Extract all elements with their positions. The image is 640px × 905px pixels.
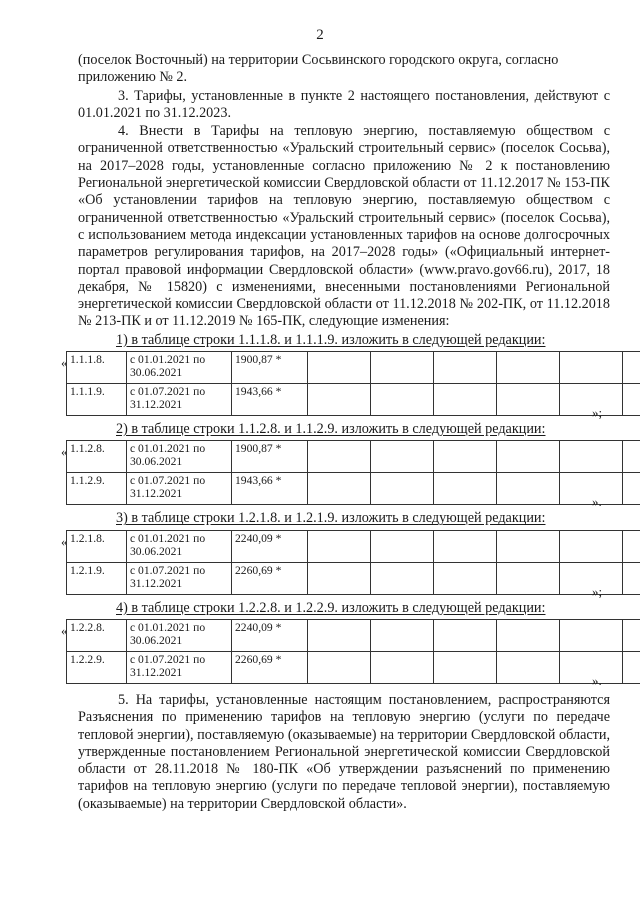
close-quote: ». <box>592 672 602 688</box>
row-code: 1.2.2.8. <box>67 619 127 651</box>
table-row <box>67 473 640 505</box>
item-1-heading: 1) в таблице строки 1.1.1.8. и 1.1.1.9. изложить в следующей редакции: <box>116 331 546 348</box>
empty-cell <box>371 441 434 473</box>
item-3-heading: 3) в таблице строки 1.2.1.8. и 1.2.1.9. изложить в следующей редакции: <box>116 510 546 527</box>
empty-cell <box>560 651 623 683</box>
empty-cell <box>371 651 434 683</box>
empty-cell <box>623 651 640 683</box>
row-code: 1.1.2.9. <box>67 473 127 505</box>
item-1-table-block <box>61 351 610 421</box>
item-4-heading: 4) в таблице строки 1.2.2.8. и 1.2.2.9. изложить в следующей редакции: <box>116 599 546 616</box>
close-quote: »; <box>592 583 603 599</box>
table-row <box>67 651 640 683</box>
row-period: с 01.01.2021 по 30.06.2021 <box>127 441 232 473</box>
row-period: с 01.07.2021 по 31.12.2021 <box>127 562 232 594</box>
empty-cell <box>497 651 560 683</box>
empty-cell <box>560 562 623 594</box>
row-value: 1943,66 * <box>232 384 308 416</box>
empty-cell <box>497 473 560 505</box>
empty-cell <box>434 651 497 683</box>
empty-cell <box>434 473 497 505</box>
empty-cell <box>371 562 434 594</box>
row-value: 1943,66 * <box>232 473 308 505</box>
empty-cell <box>560 473 623 505</box>
row-value: 1900,87 * <box>232 441 308 473</box>
open-quote: « <box>61 533 68 549</box>
empty-cell <box>497 619 560 651</box>
table-row <box>67 352 640 384</box>
row-period: с 01.01.2021 по 30.06.2021 <box>127 619 232 651</box>
row-code: 1.2.2.9. <box>67 651 127 683</box>
item-2-heading: 2) в таблице строки 1.1.2.8. и 1.1.2.9. изложить в следующей редакции: <box>116 421 546 438</box>
open-quote: « <box>61 444 68 460</box>
empty-cell <box>371 384 434 416</box>
empty-cell <box>371 352 434 384</box>
empty-cell <box>308 619 371 651</box>
row-code: 1.1.1.9. <box>67 384 127 416</box>
paragraph-4: 4. Внести в Тарифы на тепловую энергию, поставляемую обществом с ограниченной ответственностью «Уральский строительный сервис» (поселок Сосьва), на 2017–2028 годы, установленные согласно приложению № 2 к постановлению Региональной энергетической комиссии Свердловской области от 11.12.2017 № 153-ПК «Об установлении тарифов на тепловую энергию, поставляемую обществом с ограниченной ответственностью «Уральский строительный сервис» (поселок Сосьва), с использованием метода индексации установленных тарифов на основе долгосрочных параметров регулирования тарифов, на 2017–2028 годы» («Официальный интернет-портал правовой информации Свердловской области» (www.pravo.gov66.ru), 2017, 18 декабря, № 15820) с изменениями, внесенными постановлениями Региональной энергетической комиссии Свердловской области от 11.12.2018 № 202-ПК, от 11.12.2018 № 213-ПК и от 11.12.2019 № 165-ПК, следующие изменения: <box>78 123 610 330</box>
empty-cell <box>497 352 560 384</box>
row-value: 2240,09 * <box>232 619 308 651</box>
table-row <box>67 562 640 594</box>
empty-cell <box>497 384 560 416</box>
empty-cell <box>308 562 371 594</box>
empty-cell <box>623 441 640 473</box>
row-period: с 01.07.2021 по 31.12.2021 <box>127 651 232 683</box>
item-4-table-block <box>61 619 610 688</box>
tariff-table-4 <box>66 619 640 684</box>
empty-cell <box>434 619 497 651</box>
empty-cell <box>434 530 497 562</box>
table-row <box>67 384 640 416</box>
open-quote: « <box>61 355 68 371</box>
empty-cell <box>308 352 371 384</box>
intro-line-2: приложению № 2. <box>78 69 188 86</box>
row-code: 1.1.2.8. <box>67 441 127 473</box>
table-row <box>67 441 640 473</box>
tariff-table-3 <box>66 530 640 595</box>
empty-cell <box>371 473 434 505</box>
row-value: 2260,69 * <box>232 651 308 683</box>
empty-cell <box>497 562 560 594</box>
empty-cell <box>308 651 371 683</box>
empty-cell <box>560 441 623 473</box>
row-period: с 01.07.2021 по 31.12.2021 <box>127 473 232 505</box>
empty-cell <box>560 619 623 651</box>
table-row <box>67 530 640 562</box>
row-value: 1900,87 * <box>232 352 308 384</box>
table-row <box>67 619 640 651</box>
empty-cell <box>434 384 497 416</box>
empty-cell <box>371 619 434 651</box>
open-quote: « <box>61 622 68 638</box>
paragraph-5: 5. На тарифы, установленные настоящим постановлением, распространяются Разъяснения по применению тарифов на тепловую энергию (услуги по передаче тепловой энергии), поставляемую (оказываемые) на территории Свердловской области, утвержденные постановлением Региональной энергетической комиссии Свердловской области от 28.11.2018 № 180-ПК «Об утверждении разъяснений по применению тарифов на тепловую энергию (услуги по передаче тепловой энергии), поставляемую (оказываемые) на территории Свердловской области». <box>78 691 610 812</box>
row-period: с 01.07.2021 по 31.12.2021 <box>127 384 232 416</box>
item-3-table-block <box>61 530 610 599</box>
item-2-table-block <box>61 440 610 510</box>
empty-cell <box>623 473 640 505</box>
empty-cell <box>434 352 497 384</box>
row-code: 1.1.1.8. <box>67 352 127 384</box>
tariff-table-1 <box>66 351 640 416</box>
paragraph-3: 3. Тарифы, установленные в пункте 2 настоящего постановления, действуют с 01.01.2021 по 31.12.2023. <box>78 87 610 121</box>
empty-cell <box>560 530 623 562</box>
empty-cell <box>560 352 623 384</box>
empty-cell <box>623 352 640 384</box>
empty-cell <box>623 530 640 562</box>
row-period: с 01.01.2021 по 30.06.2021 <box>127 530 232 562</box>
row-code: 1.2.1.8. <box>67 530 127 562</box>
close-quote: ». <box>592 494 602 510</box>
row-period: с 01.01.2021 по 30.06.2021 <box>127 352 232 384</box>
empty-cell <box>623 619 640 651</box>
empty-cell <box>560 384 623 416</box>
row-value: 2260,69 * <box>232 562 308 594</box>
empty-cell <box>497 441 560 473</box>
empty-cell <box>308 530 371 562</box>
intro-line-1: (поселок Восточный) на территории Сосьвинского городского округа, согласно <box>78 52 559 68</box>
tariff-table-2 <box>66 440 640 505</box>
row-code: 1.2.1.9. <box>67 562 127 594</box>
empty-cell <box>623 384 640 416</box>
empty-cell <box>308 473 371 505</box>
document-body <box>61 52 610 813</box>
row-value: 2240,09 * <box>232 530 308 562</box>
empty-cell <box>371 530 434 562</box>
empty-cell <box>623 562 640 594</box>
empty-cell <box>434 441 497 473</box>
page-number: 2 <box>316 27 324 43</box>
close-quote: »; <box>592 405 603 421</box>
empty-cell <box>434 562 497 594</box>
empty-cell <box>497 530 560 562</box>
empty-cell <box>308 441 371 473</box>
empty-cell <box>308 384 371 416</box>
